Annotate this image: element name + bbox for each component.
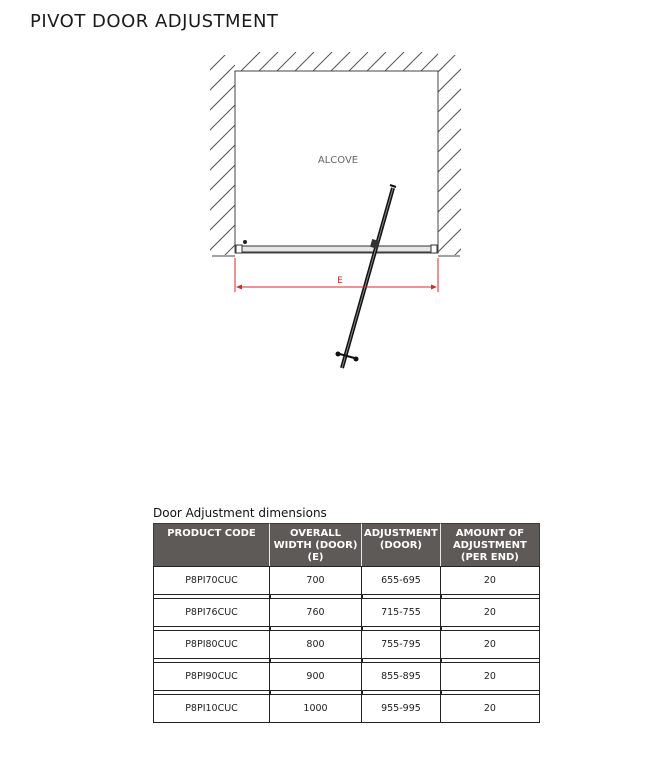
adjustment-table (153, 523, 540, 723)
cell-adjustment: 855-895 (362, 662, 441, 691)
left-wall-hatch (200, 45, 235, 280)
handle-knob-left (336, 352, 341, 357)
pivot-door-edge (342, 188, 393, 368)
dimension-e-label: E (337, 276, 343, 286)
cell-overall-width: 900 (270, 662, 362, 691)
cell-overall-width: 700 (270, 566, 362, 595)
header-amount-of-adjustment: AMOUNT OF ADJUSTMENT (PER END) (441, 523, 540, 566)
cell-product-code: P8PI70CUC (153, 566, 270, 595)
cell-adjustment: 955-995 (362, 694, 441, 723)
cell-product-code: P8PI76CUC (153, 598, 270, 627)
cell-amount: 20 (441, 630, 540, 659)
table-row (153, 662, 540, 691)
page-title: PIVOT DOOR ADJUSTMENT (30, 11, 279, 32)
header-overall-width: OVERALL WIDTH (DOOR) (E) (270, 523, 362, 566)
cell-amount: 20 (441, 566, 540, 595)
left-wall-channel (236, 245, 242, 253)
cell-adjustment: 655-695 (362, 566, 441, 595)
cell-amount: 20 (441, 598, 540, 627)
cell-amount: 20 (441, 662, 540, 691)
cell-overall-width: 800 (270, 630, 362, 659)
header-adjustment: ADJUSTMENT (DOOR) (362, 523, 441, 566)
back-wall-hatch (240, 52, 440, 72)
hinge-pin (243, 240, 247, 244)
cell-adjustment: 715-755 (362, 598, 441, 627)
dimension-e (235, 258, 438, 292)
cell-product-code: P8PI90CUC (153, 662, 270, 691)
cell-adjustment: 755-795 (362, 630, 441, 659)
cell-overall-width: 1000 (270, 694, 362, 723)
right-wall-channel (431, 245, 437, 253)
cell-product-code: P8PI10CUC (153, 694, 270, 723)
alcove-label: ALCOVE (317, 155, 359, 166)
table-row (153, 630, 540, 659)
table-header-row (153, 523, 540, 566)
cell-product-code: P8PI80CUC (153, 630, 270, 659)
header-product-code: PRODUCT CODE (153, 523, 270, 566)
door-top-cap (390, 185, 396, 187)
handle-knob-right (354, 357, 359, 362)
table-row (153, 566, 540, 595)
cell-overall-width: 760 (270, 598, 362, 627)
table-caption: Door Adjustment dimensions (153, 506, 327, 520)
table-row (153, 598, 540, 627)
cell-amount: 20 (441, 694, 540, 723)
table-row (153, 694, 540, 723)
threshold-bar (236, 246, 437, 252)
